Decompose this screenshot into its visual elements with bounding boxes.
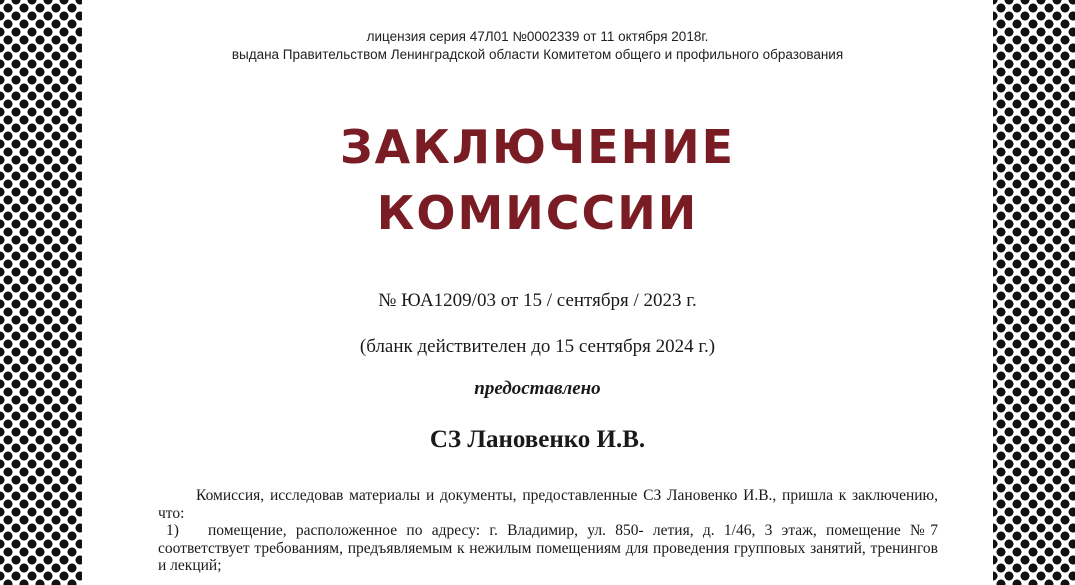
organization-name: СЗ Лановенко И.В. <box>429 426 646 453</box>
license-issuer-line: выдана Правительством Ленинградской области Комитетом общего и профильного образования <box>231 47 844 62</box>
conclusion-intro: Комиссия, исследовав материалы и документы, предоставленные СЗ Лановенко И.В., пришла к заключению, что: <box>158 487 938 522</box>
license-line: лицензия серия 47Л01 №0002339 от 11 октября 2018г. <box>366 29 709 44</box>
item-number: 1) <box>166 522 179 539</box>
item-text: помещение, расположенное по адресу: г. Владимир, ул. 850- летия, д. 1/46, 3 этаж, помещение №7 соответствует требованиям, предъявляемым к нежилым помещениям для проведения групповых занятий, тренингов и лекций; <box>158 522 938 574</box>
certificate-page <box>120 0 955 585</box>
decorative-border-right <box>993 0 1075 585</box>
conclusion-item-1 <box>158 522 938 575</box>
document-title-line-1: ЗАКЛЮЧЕНИЕ <box>339 120 736 174</box>
provided-label: предоставлено <box>474 378 601 399</box>
conclusion-body <box>158 487 938 575</box>
decorative-border-left <box>0 0 82 585</box>
document-title-line-2: КОМИССИИ <box>376 186 699 240</box>
document-validity: (бланк действителен до 15 сентября 2024 г.) <box>359 336 716 357</box>
document-number: № ЮА1209/03 от 15 / сентября / 2023 г. <box>378 290 697 311</box>
